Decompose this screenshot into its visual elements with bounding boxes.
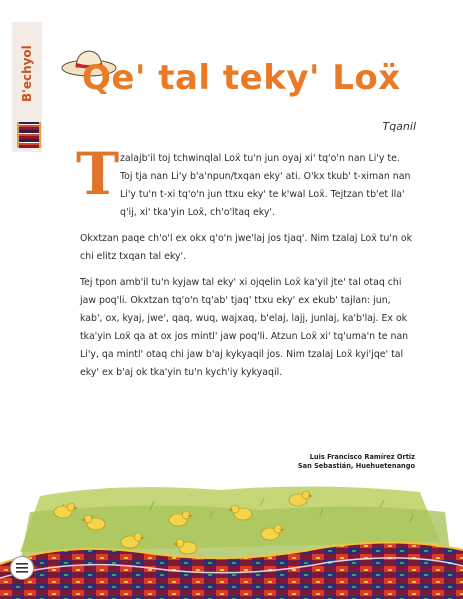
author-name: Luis Francisco Ramírez Ortiz: [309, 453, 415, 461]
chicks-illustration: [0, 482, 463, 599]
story-paragraph: Toj tja nan Li'y b'a'npun/txqan eky' ati. O'kx tkub' t-ximan nan Li'y tu'n t-xi tq'o'n jun ttxu eky' te k'wal Loẍ. Tejtzan tb'et lla' q'ij, xi' tka'yin Loẍ, ch'o'ltaq eky'.: [120, 171, 411, 218]
woven-pattern: [17, 122, 41, 148]
author-credit: [298, 453, 415, 471]
menu-button[interactable]: [10, 556, 34, 580]
story-paragraph: Tej tpon amb'il tu'n kyjaw tal eky' xi ojqelin Loẍ ka'yil jte' tal otaq chi jaw poq'li. Okxtzan tq'o'n tq'ab' tjaq' ttxu eky' ex ekub' tajlan: jun, kab', ox, kyaj, jwe', qaq, wuq, wajxaq, b'elaj, lajj, junlaj, ka'b'laj. Ex ok tka'yin Loẍ qa at ox jos mintl' jaw poq'li. Atzun Loẍ xi' tq'uma'n te nan Li'y, qa mintl' otaq chi jaw b'aj kykyaqil jos. Nim tzalaj Loẍ kyi'jqe' tal eky' ex b'aj ok tka'yin tu'n kych'iy kykyaqil.: [80, 277, 409, 378]
section-tab-label: B'echyol: [20, 45, 34, 103]
author-place: San Sebastián, Huehuetenango: [297, 462, 415, 470]
story-paragraph: Okxtzan paqe ch'o'l ex okx q'o'n jwe'laj jos tjaq'. Nim tzalaj Loẍ tu'n ok chi elitz txqan tal eky'.: [80, 233, 413, 262]
story-body: [80, 150, 415, 390]
section-tab: [12, 22, 42, 152]
page-subtitle: Tqanil: [382, 120, 416, 133]
page-title: Qe' tal teky' Loẍ: [82, 58, 401, 98]
story-paragraph: zalajb'il toj tchwinqlal Loẍ tu'n jun oyaj xi' tq'o'n nan Li'y te.: [120, 153, 400, 164]
menu-icon: [16, 563, 28, 573]
drop-cap: T: [76, 140, 120, 208]
